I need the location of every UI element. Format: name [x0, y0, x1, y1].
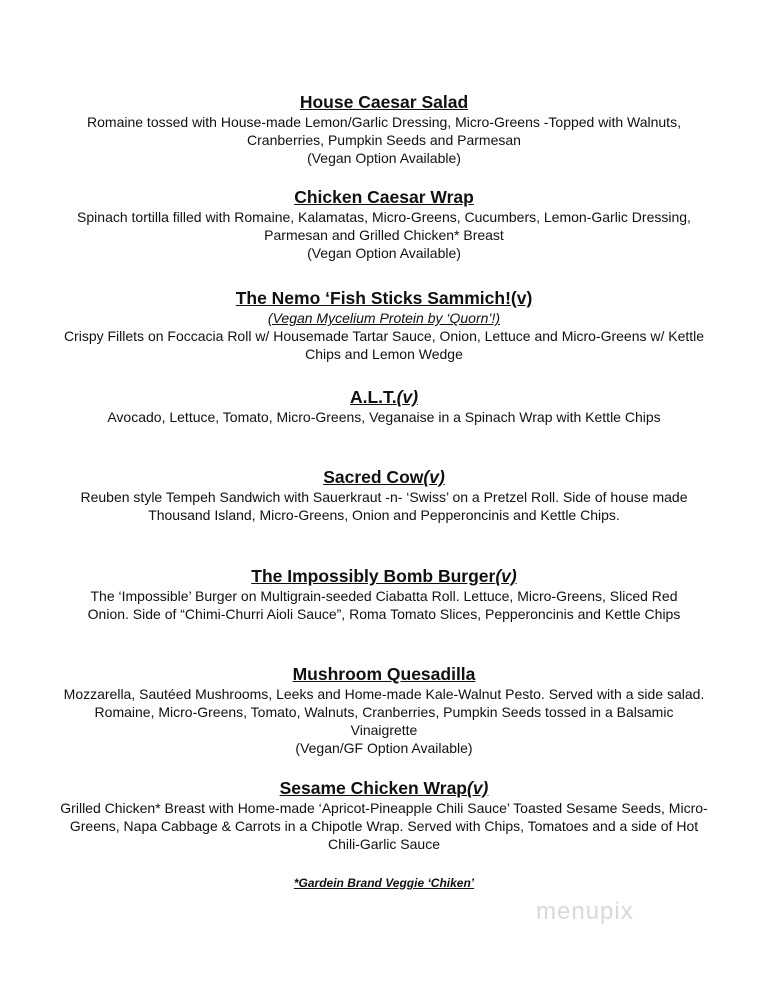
- item-title: Chicken Caesar Wrap: [294, 187, 474, 207]
- item-note: (Vegan Option Available): [307, 150, 461, 166]
- item-title: Mushroom Quesadilla: [292, 664, 476, 684]
- item-title: The Impossibly Bomb Burger(v): [251, 566, 517, 586]
- item-description: Romaine tossed with House-made Lemon/Garlic Dressing, Micro-Greens -Topped with Walnuts, Cranberries, Pumpkin Seeds and Parmesan: [87, 114, 681, 148]
- menu-item-mushroom-quesadilla: [60, 663, 708, 757]
- menu-item-house-caesar-salad: [60, 91, 708, 167]
- menu-item-impossibly-bomb-burger: [60, 565, 708, 623]
- item-subtitle: (Vegan Mycelium Protein by ‘Quorn’!): [267, 310, 501, 326]
- item-note: (Vegan Option Available): [307, 245, 461, 261]
- item-note: (Vegan/GF Option Available): [295, 740, 473, 756]
- menu-item-sesame-chicken-wrap: [60, 777, 708, 853]
- item-title: The Nemo ‘Fish Sticks Sammich!(v): [235, 288, 533, 308]
- item-description: Mozzarella, Sautéed Mushrooms, Leeks and Home-made Kale-Walnut Pesto. Served with a side salad. Romaine, Micro-Greens, Tomato, Walnuts, Cranberries, Pumpkin Seeds tossed in a Balsamic Vinaigrette: [63, 686, 705, 738]
- menu-item-sacred-cow: [60, 466, 708, 524]
- menu-item-alt: [60, 386, 708, 426]
- item-title: Sacred Cow(v): [323, 467, 445, 487]
- watermark: menupix: [536, 898, 634, 925]
- footnote: *Gardein Brand Veggie ‘Chiken’: [293, 876, 475, 890]
- item-title: Sesame Chicken Wrap(v): [279, 778, 489, 798]
- item-title: A.L.T.(v): [349, 387, 419, 407]
- item-description: Spinach tortilla filled with Romaine, Kalamatas, Micro-Greens, Cucumbers, Lemon-Garlic Dressing, Parmesan and Grilled Chicken* Breast: [77, 209, 691, 243]
- menu-item-nemo-fish-sticks: [60, 287, 708, 363]
- item-description: Grilled Chicken* Breast with Home-made ‘Apricot-Pineapple Chili Sauce’ Toasted Sesame Seeds, Micro-Greens, Napa Cabbage & Carrots in a Chipotle Wrap. Served with Chips, Tomatoes and a side of Hot Chili-Garlic Sauce: [60, 800, 708, 852]
- item-description: Avocado, Lettuce, Tomato, Micro-Greens, Veganaise in a Spinach Wrap with Kettle Chips: [107, 409, 661, 425]
- item-description: The ‘Impossible’ Burger on Multigrain-seeded Ciabatta Roll. Lettuce, Micro-Greens, Sliced Red Onion. Side of “Chimi-Churri Aioli Sauce”, Roma Tomato Slices, Pepperoncinis and Kettle Chips: [87, 588, 681, 622]
- item-description: Crispy Fillets on Foccacia Roll w/ Housemade Tartar Sauce, Onion, Lettuce and Micro-Greens w/ Kettle Chips and Lemon Wedge: [63, 328, 705, 362]
- item-title: House Caesar Salad: [299, 92, 469, 112]
- item-description: Reuben style Tempeh Sandwich with Sauerkraut -n- ‘Swiss’ on a Pretzel Roll. Side of house made Thousand Island, Micro-Greens, Onion and Pepperoncinis and Kettle Chips.: [80, 489, 688, 523]
- menu-item-chicken-caesar-wrap: [60, 186, 708, 262]
